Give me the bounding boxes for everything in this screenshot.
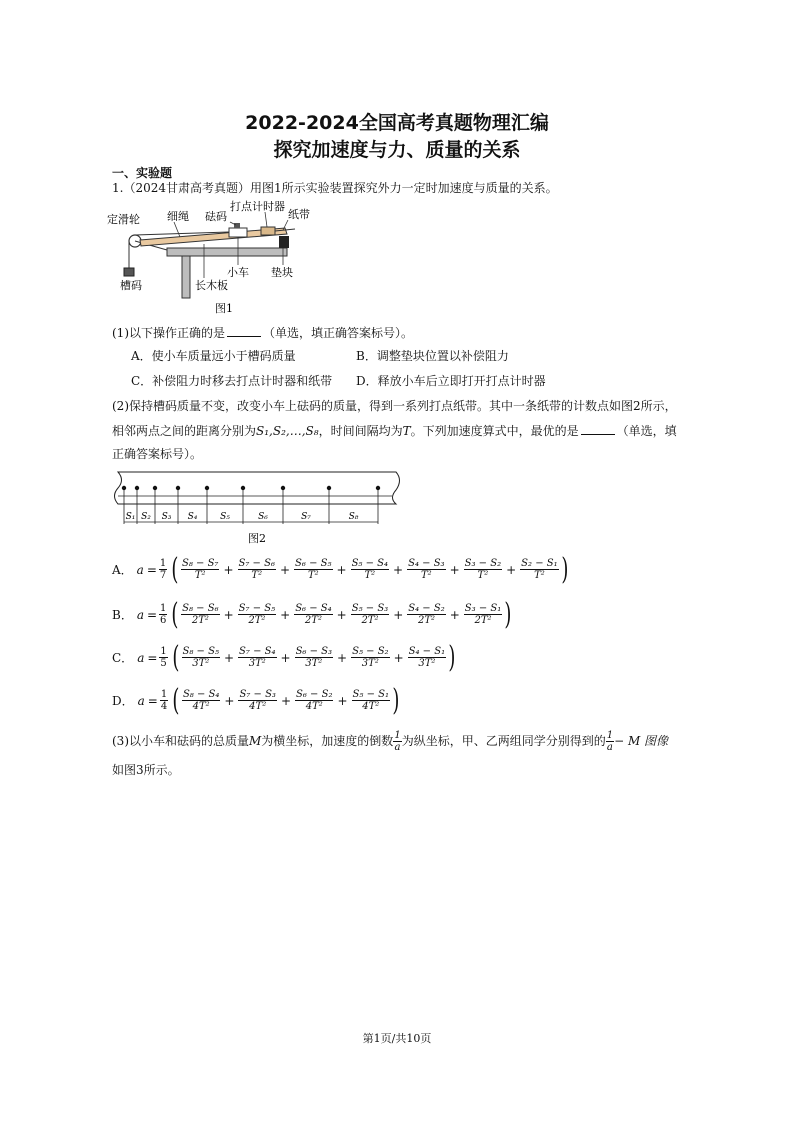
plus-sign: + (449, 607, 460, 622)
frac-numerator: S₅ − S₄ (351, 558, 389, 569)
segment-label: S₇ (301, 512, 311, 522)
hanging-weight (124, 268, 134, 276)
tape-dot (281, 486, 285, 490)
right-paren: ) (504, 597, 512, 632)
part3-line-1d: − M 图像 (614, 734, 669, 748)
right-paren: ) (392, 683, 400, 718)
frac-numerator: S₄ − S₁ (408, 646, 446, 657)
figure-1-apparatus (105, 198, 315, 318)
option-label: A． (112, 563, 133, 577)
page-footer: 第1页/共10页 (362, 1032, 432, 1045)
term-fraction (520, 558, 558, 581)
formula-option-a[interactable] (112, 552, 570, 587)
part3-line-1c: 为纵坐标，甲、乙两组同学分别得到的 (401, 734, 606, 748)
frac-denominator: T² (307, 570, 319, 581)
plus-sign: + (223, 607, 234, 622)
table-top (167, 248, 287, 256)
frac-denominator: 2T² (417, 615, 436, 626)
term-fraction (407, 603, 445, 626)
part1-option-d: D．释放小车后立即打开打点计时器 (356, 374, 546, 388)
cart-weight (234, 223, 240, 228)
frac-numerator: S₈ − S₄ (182, 689, 220, 700)
label-board: 长木板 (195, 279, 228, 292)
frac-numerator: S₃ − S₂ (464, 558, 502, 569)
segment-label: S₆ (258, 512, 268, 522)
frac-numerator: S₂ − S₁ (521, 558, 558, 569)
option-label: D． (112, 694, 134, 708)
segment-label: S₄ (187, 512, 198, 522)
part3-line-1a: (3)以小车和砝码的总质量 (112, 734, 249, 748)
formula-option-b[interactable] (112, 597, 514, 632)
term-fraction (182, 689, 220, 712)
plus-sign: + (280, 607, 291, 622)
frac-denominator: 3T² (418, 658, 436, 669)
frac-denominator: 2T² (361, 615, 379, 626)
frac-numerator: S₆ − S₄ (295, 603, 332, 614)
tape-dot (327, 486, 331, 490)
frac-denominator: 3T² (192, 658, 210, 669)
left-paren: ( (172, 683, 180, 718)
term-fraction (294, 603, 332, 626)
plus-sign: + (393, 562, 404, 577)
frac-denominator: T² (251, 570, 263, 581)
term-fraction (464, 603, 502, 626)
part2-T: T (402, 424, 411, 438)
tape-dot (205, 486, 209, 490)
frac-numerator: 1 (160, 689, 168, 700)
equals-sign: = (146, 607, 158, 622)
label-cart: 小车 (227, 266, 249, 279)
part1-option-a: A．使小车质量远小于槽码质量 (131, 349, 296, 363)
frac-denominator: 3T² (361, 658, 379, 669)
term-fraction (238, 558, 276, 581)
frac-numerator: S₄ − S₃ (408, 558, 445, 569)
option-label: C． (112, 651, 134, 665)
frac-denominator: 4T² (249, 701, 267, 712)
part2-line-2a: 相邻两点之间的距离分别为 (112, 424, 257, 438)
frac-numerator: S₇ − S₄ (239, 646, 276, 657)
tape-dot (135, 486, 139, 490)
frac-numerator: S₇ − S₅ (238, 603, 276, 614)
formula-lhs: a (137, 650, 145, 665)
formula-lhs: a (136, 562, 144, 577)
coefficient-fraction (160, 689, 168, 712)
frac-denominator: 5 (160, 658, 167, 669)
frac-numerator: S₇ − S₃ (239, 689, 276, 700)
frac-numerator: 1 (160, 603, 167, 614)
figure-2-tape (100, 468, 405, 548)
part1-stem-b: （单选，填正确答案标号）。 (263, 326, 414, 340)
frac-one-over-a-2: $\frac{1}{a}$ (606, 730, 614, 753)
part1-option-c: C．补偿阻力时移去打点计时器和纸带 (131, 374, 333, 388)
frac-denominator: 2T² (474, 615, 492, 626)
right-paren: ) (560, 552, 569, 587)
formula-lhs: a (137, 693, 145, 708)
term-fraction (238, 689, 276, 712)
frac-numerator: 1 (159, 558, 167, 569)
plus-sign: + (279, 562, 291, 577)
plus-sign: + (223, 650, 235, 665)
term-fraction (408, 646, 446, 669)
term-fraction (182, 646, 220, 669)
label-timer: 打点计时器 (230, 200, 285, 213)
plus-sign: + (280, 693, 291, 708)
option-label: B． (112, 608, 133, 622)
shim-block (279, 236, 289, 248)
plus-sign: + (449, 562, 460, 577)
frac-denominator: 3T² (248, 658, 266, 669)
term-fraction (238, 646, 276, 669)
frac-numerator: S₈ − S₇ (181, 558, 219, 569)
term-fraction (181, 603, 219, 626)
frac-numerator: S₅ − S₂ (352, 646, 389, 657)
part1-stem-a: (1)以下操作正确的是 (112, 326, 225, 340)
term-fraction (407, 558, 445, 581)
frac-numerator: S₆ − S₅ (295, 558, 332, 569)
frac-denominator: T² (421, 570, 432, 581)
part2-line-3: 正确答案标号）。 (112, 447, 203, 461)
plus-sign: + (224, 693, 235, 708)
frac-numerator: S₃ − S₁ (464, 603, 502, 614)
segment-label: S₈ (348, 512, 359, 522)
part2-line-2c: 。下列加速度算式中，最优的是 (410, 424, 579, 438)
frac-denominator: T² (477, 570, 489, 581)
section-heading: 一、实验题 (112, 166, 173, 180)
segment-label: S₁ (125, 512, 136, 522)
frac-numerator: S₄ − S₂ (408, 603, 445, 614)
frac-numerator: S₈ − S₅ (182, 646, 219, 657)
equals-sign: = (147, 693, 158, 708)
term-fraction (351, 603, 389, 626)
formula-option-c[interactable] (112, 640, 458, 675)
document-subtitle: 探究加速度与力、质量的关系 (273, 139, 521, 161)
frac-denominator: T² (534, 570, 545, 581)
frac-denominator: T² (364, 570, 376, 581)
left-paren: ( (171, 552, 179, 587)
frac-numerator: S₈ − S₆ (182, 603, 219, 614)
plus-sign: + (280, 650, 291, 665)
table-leg (182, 256, 190, 298)
equals-sign: = (146, 562, 157, 577)
left-paren: ( (172, 640, 180, 675)
plus-sign: + (223, 562, 234, 577)
frac-denominator: 2T² (191, 615, 209, 626)
term-fraction (352, 689, 390, 712)
frac-denominator: 4T² (305, 701, 323, 712)
label-block: 垫块 (271, 266, 293, 279)
part3-M: M (249, 734, 262, 748)
formula-lhs: a (136, 607, 144, 622)
label-hook: 槽码 (120, 279, 142, 292)
formula-option-d[interactable] (112, 683, 402, 718)
frac-numerator: 1 (160, 646, 167, 657)
plus-sign: + (393, 607, 404, 622)
frac-numerator: S₅ − S₃ (351, 603, 389, 614)
frac-one-over-a: $\frac{1}{a}$ (394, 730, 401, 753)
plus-sign: + (336, 607, 347, 622)
figure-1-caption: 图1 (215, 302, 233, 315)
frac-denominator: 7 (159, 570, 167, 581)
tape-dot (122, 486, 126, 490)
ticker-timer (261, 227, 275, 235)
term-fraction (294, 558, 332, 581)
frac-numerator: S₇ − S₆ (238, 558, 275, 569)
term-fraction (295, 689, 333, 712)
part2-line-2d: （单选，填 (616, 424, 677, 438)
frac-denominator: 4 (160, 701, 168, 712)
label-rope: 细绳 (167, 210, 189, 223)
plus-sign: + (393, 650, 404, 665)
part2-vars: S₁,S₂,…,S₈ (256, 424, 319, 438)
tape-dot (241, 486, 245, 490)
frac-denominator: T² (194, 570, 206, 581)
frac-denominator: 2T² (248, 615, 266, 626)
term-fraction (351, 646, 389, 669)
frac-numerator: S₆ − S₃ (295, 646, 333, 657)
term-fraction (295, 646, 333, 669)
segment-label: S₃ (161, 512, 172, 522)
plus-sign: + (506, 562, 517, 577)
term-fraction (238, 603, 276, 626)
term-fraction (464, 558, 502, 581)
plus-sign: + (336, 562, 347, 577)
part3-line-1b: 为横坐标，加速度的倒数 (261, 734, 394, 748)
coefficient-fraction (159, 646, 167, 669)
part2-line-1: (2)保持槽码质量不变，改变小车上砝码的质量，得到一系列打点纸带。其中一条纸带的计数点如图2所示， (112, 399, 677, 413)
question-1-stem: 1.（2024甘肃高考真题）用图1所示实验装置探究外力一定时加速度与质量的关系。 (112, 181, 558, 195)
part2-line-2b: ，时间间隔均为 (318, 424, 403, 438)
frac-numerator: S₆ − S₂ (296, 689, 333, 700)
left-paren: ( (171, 597, 179, 632)
label-pulley: 定滑轮 (107, 213, 140, 226)
frac-denominator: 2T² (304, 615, 322, 626)
term-fraction (181, 558, 219, 581)
right-paren: ) (448, 640, 456, 675)
answer-blank-1[interactable] (227, 324, 261, 337)
plus-sign: + (337, 650, 348, 665)
frac-denominator: 6 (160, 615, 167, 626)
figure-2-caption: 图2 (248, 532, 266, 545)
document-title: 2022-2024全国高考真题物理汇编 (245, 112, 549, 134)
equals-sign: = (147, 650, 158, 665)
cart-body (229, 228, 247, 237)
label-weight: 砝码 (205, 210, 227, 223)
tape-dot (153, 486, 157, 490)
tape-outline (115, 472, 400, 504)
segment-label: S₂ (141, 512, 151, 522)
tape-dot (176, 486, 180, 490)
tape-dot (376, 486, 380, 490)
frac-denominator: 3T² (305, 658, 323, 669)
frac-denominator: 4T² (362, 701, 380, 712)
part3-line-2: 如图3所示。 (112, 763, 180, 777)
coefficient-fraction (159, 603, 167, 626)
label-tape: 纸带 (288, 208, 310, 221)
frac-denominator: 4T² (192, 701, 210, 712)
answer-blank-2[interactable] (581, 422, 615, 435)
coefficient-fraction (159, 558, 167, 581)
plus-sign: + (337, 693, 348, 708)
part1-option-b: B．调整垫块位置以补偿阻力 (356, 349, 509, 363)
term-fraction (351, 558, 389, 581)
segment-label: S₅ (220, 512, 230, 522)
frac-numerator: S₅ − S₁ (352, 689, 389, 700)
